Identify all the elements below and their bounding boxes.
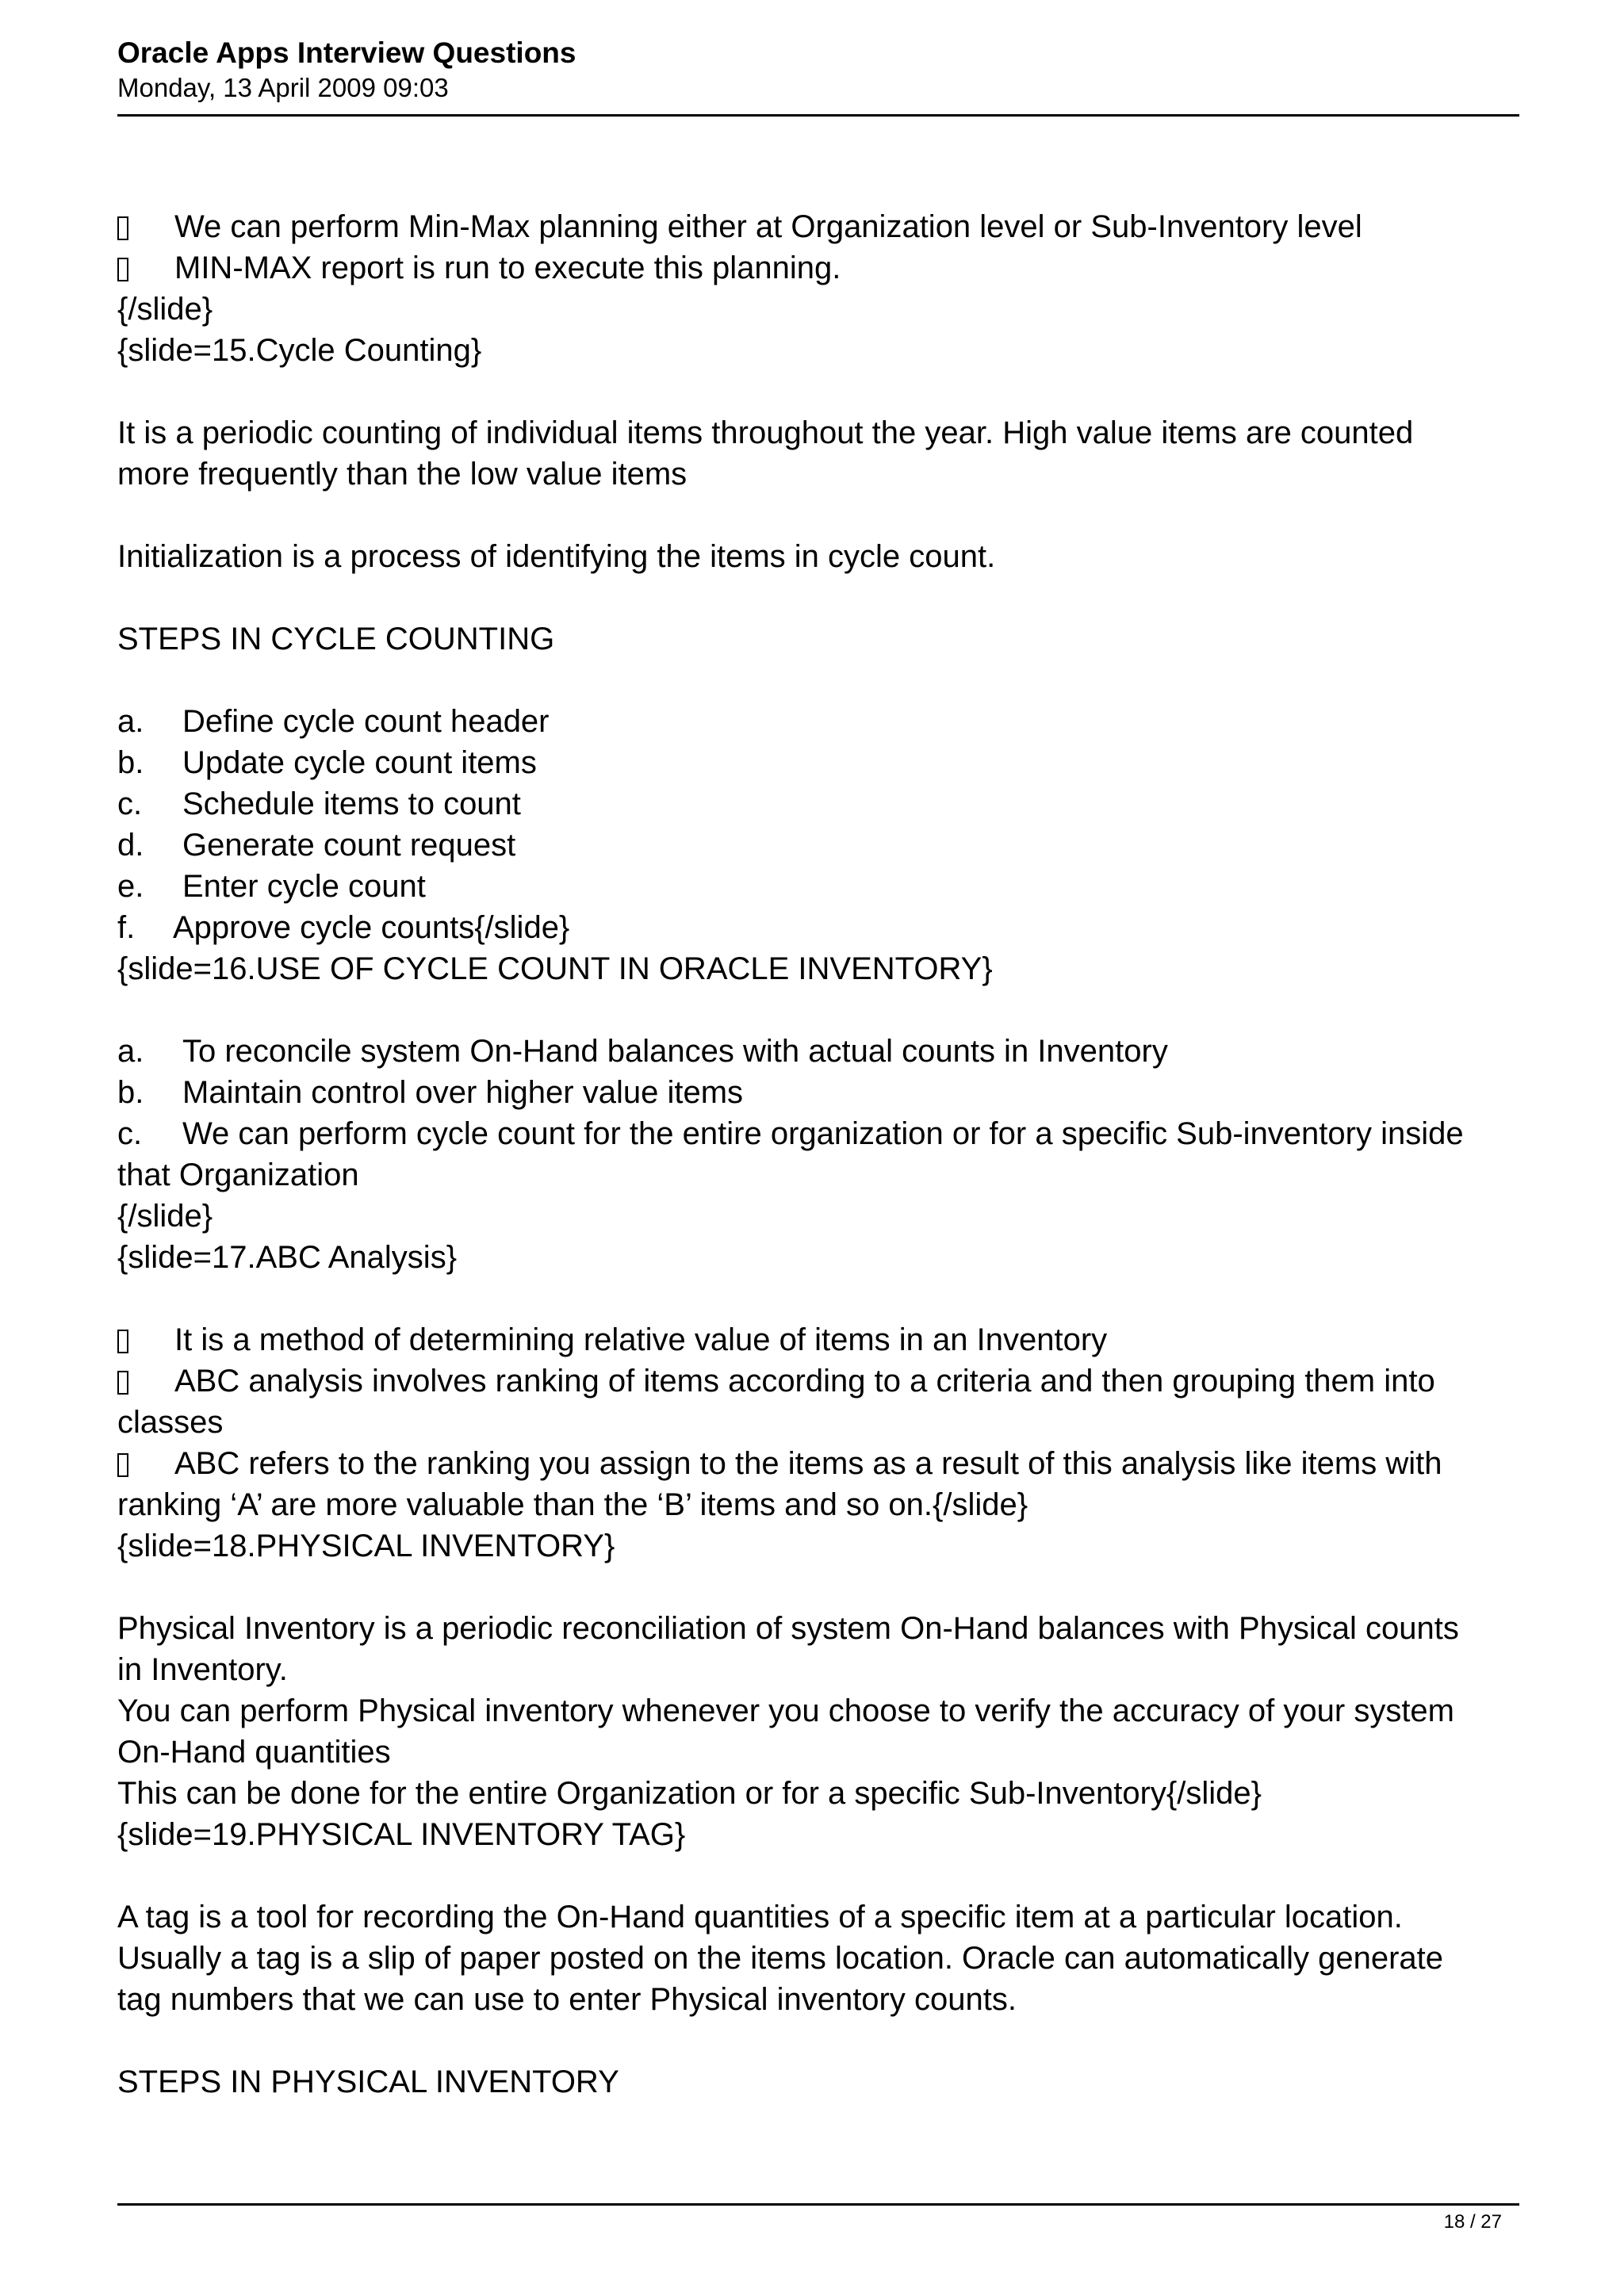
bullet-item: We can perform Min-Max planning either at Organization level or Sub-Inventory level xyxy=(117,206,1519,247)
paragraph-line: more frequently than the low value items xyxy=(117,457,688,492)
document-body xyxy=(117,206,1519,2103)
bullet-item: MIN-MAX report is run to execute this planning. xyxy=(117,247,1519,289)
list-item: a. To reconcile system On-Hand balances with actual counts in Inventory xyxy=(117,1034,1168,1069)
slide-16-tag: {slide=16.USE OF CYCLE COUNT IN ORACLE INVENTORY} xyxy=(117,951,993,986)
paragraph-line: Physical Inventory is a periodic reconciliation of system On-Hand balances with Physical counts xyxy=(117,1611,1459,1646)
section-heading: STEPS IN PHYSICAL INVENTORY xyxy=(117,2064,619,2099)
document-date: Monday, 13 April 2009 09:03 xyxy=(117,73,449,102)
slide-end-tag: {/slide} xyxy=(117,1199,213,1234)
paragraph-line: Initialization is a process of identifying the items in cycle count. xyxy=(117,539,996,574)
page-header xyxy=(117,35,1519,117)
list-item: c. Schedule items to count xyxy=(117,786,521,821)
paragraph-line: classes xyxy=(117,1405,224,1440)
bullet-item: ABC refers to the ranking you assign to the items as a result of this analysis like items with xyxy=(117,1443,1519,1484)
list-item: a. Define cycle count header xyxy=(117,704,550,739)
bullet-item: ABC analysis involves ranking of items according to a criteria and then grouping them into xyxy=(117,1360,1519,1402)
section-heading: STEPS IN CYCLE COUNTING xyxy=(117,622,555,656)
list-item: f. Approve cycle counts{/slide} xyxy=(117,910,570,945)
bullet-item: It is a method of determining relative value of items in an Inventory xyxy=(117,1319,1519,1360)
slide-19-tag: {slide=19.PHYSICAL INVENTORY TAG} xyxy=(117,1817,686,1852)
paragraph-line: It is a periodic counting of individual items throughout the year. High value items are counted xyxy=(117,415,1414,450)
paragraph-line: A tag is a tool for recording the On-Hand quantities of a specific item at a particular location. xyxy=(117,1900,1403,1934)
bullet-box-icon xyxy=(117,1330,128,1353)
paragraph-line: tag numbers that we can use to enter Physical inventory counts. xyxy=(117,1982,1017,2017)
bullet-box-icon xyxy=(117,258,128,281)
slide-end-tag: {/slide} xyxy=(117,292,213,327)
paragraph-line: Usually a tag is a slip of paper posted on the items location. Oracle can automatically generate xyxy=(117,1941,1444,1976)
slide-15-tag: {slide=15.Cycle Counting} xyxy=(117,333,482,368)
slide-18-tag: {slide=18.PHYSICAL INVENTORY} xyxy=(117,1529,615,1563)
document-title: Oracle Apps Interview Questions xyxy=(117,36,576,69)
list-item: b. Maintain control over higher value items xyxy=(117,1075,744,1110)
paragraph-line: that Organization xyxy=(117,1158,359,1192)
paragraph-line: ranking ‘A’ are more valuable than the ‘B’ items and so on.{/slide} xyxy=(117,1487,1028,1522)
paragraph-line: in Inventory. xyxy=(117,1652,288,1687)
slide-17-tag: {slide=17.ABC Analysis} xyxy=(117,1240,458,1275)
list-item: b. Update cycle count items xyxy=(117,745,537,780)
paragraph-line: You can perform Physical inventory whenever you choose to verify the accuracy of your system xyxy=(117,1693,1454,1728)
paragraph-line: This can be done for the entire Organization or for a specific Sub-Inventory{/slide} xyxy=(117,1776,1262,1811)
list-item: d. Generate count request xyxy=(117,828,516,863)
page-footer xyxy=(117,2203,1519,2233)
bullet-box-icon xyxy=(117,1453,128,1477)
bullet-box-icon xyxy=(117,216,128,240)
list-item: c. We can perform cycle count for the entire organization or for a specific Sub-inventory inside xyxy=(117,1116,1464,1151)
list-item: e. Enter cycle count xyxy=(117,869,426,904)
bullet-box-icon xyxy=(117,1371,128,1395)
paragraph-line: On-Hand quantities xyxy=(117,1735,391,1770)
page-number: 18 / 27 xyxy=(1443,2211,1502,2233)
